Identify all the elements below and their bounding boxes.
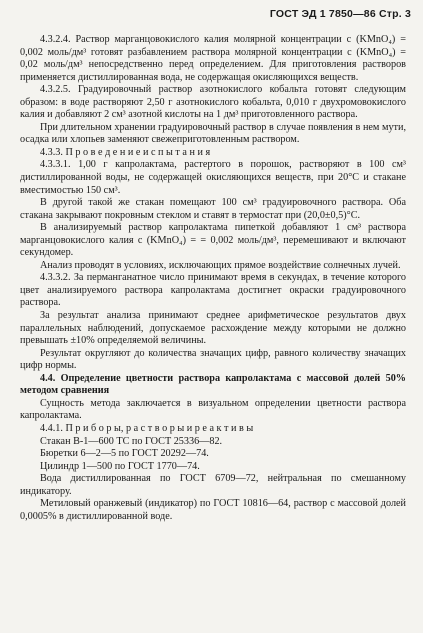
heading-4-4-1: 4.4.1. П р и б о р ы, р а с т в о р ы и р е а к т и в ы [40, 422, 254, 434]
heading-4-4: 4.4. Определение цветности раствора капролактама с массовой долей 50% методом сравнения [20, 372, 406, 397]
paragraph-result-mean: За результат анализа принимают среднее арифметическое результатов двух параллельных наблюдений, допускаемое расхождение между которыми не должно превышать ±10% определяемой величины. [20, 310, 406, 347]
item-water: Вода дистиллированная по ГОСТ 6709—72, нейтральная по смешанному индикатору. [20, 473, 406, 497]
paragraph-4-3-2-4: 4.3.2.4. Раствор марганцовокислого калия молярной концентрации с (KMnO₄) = 0,002 моль/дм³ готовят разбавлением раствора молярной концентрации с (KMnO₄) = 0,02 моль/дм³ непосредственно перед определением. Для приготовления растворов применяется дистиллированная вода, не содержащая окисляющихся веществ. [20, 34, 406, 83]
heading-4-3-3: 4.3.3. П р о в е д е н и е и с п ы т а н и я [40, 146, 211, 158]
paragraph-4-3-2-5: 4.3.2.5. Градуировочный раствор азотнокислого кобальта готовят следующим образом: в воде растворяют 2,50 г азотнокислого кобальта, 0,010 г двухромовокислого калия и добавляют 2 см³ азотной кислоты на 1 дм³ приготовленного раствора. [20, 84, 406, 121]
paragraph-4-3-3-2: 4.3.3.2. За перманганатное число принимают время в секундах, в течение которого цвет анализируемого раствора капролактама достигнет окраски градуировочного раствора. [20, 272, 406, 309]
item-cylinder: Цилиндр 1—500 по ГОСТ 1770—74. [40, 460, 200, 472]
paragraph-pipette: В анализируемый раствор капролактама пипеткой добавляют 1 см³ раствора марганцовокислого калия с (KMnO₄) = = 0,002 моль/дм³, перемешивают и включают секундомер. [20, 222, 406, 259]
paragraph-rounding: Результат округляют до количества значащих цифр, равного количеству значащих цифр нормы. [20, 347, 406, 372]
page-header: ГОСТ ЭД 1 7850—86 Стр. 3 [269, 8, 411, 20]
paragraph-storage: При длительном хранении градуировочный раствор в случае появления в нем мути, осадка или хлопьев заменяют свежеприготовленным раствором. [20, 121, 406, 146]
paragraph-4-3-3-1: 4.3.3.1. 1,00 г капролактама, растертого в порошок, растворяют в 100 см³ дистиллированной воды, не содержащей окисляющихся веществ, при 20°С и стакане вместимостью 150 см³. [20, 159, 406, 196]
paragraph-sunlight: Анализ проводят в условиях, исключающих прямое воздействие солнечных лучей. [40, 259, 401, 271]
paragraph-method-essence: Сущность метода заключается в визуальном определении цветности раствора капролактама. [20, 397, 406, 422]
item-beaker: Стакан В-1—600 ТС по ГОСТ 25336—82. [40, 435, 223, 447]
page-body [20, 34, 406, 523]
item-methyl-orange: Метиловый оранжевый (индикатор) по ГОСТ 10816—64, раствор с массовой долей 0,0005% в дистиллированной воде. [20, 498, 406, 522]
paragraph-second-beaker: В другой такой же стакан помещают 100 см³ градуировочного раствора. Оба стакана закрывают покровным стеклом и ставят в термостат при (20,0±0,5)°С. [20, 197, 406, 221]
item-burettes: Бюретки 6—2—5 по ГОСТ 20292—74. [40, 448, 209, 460]
